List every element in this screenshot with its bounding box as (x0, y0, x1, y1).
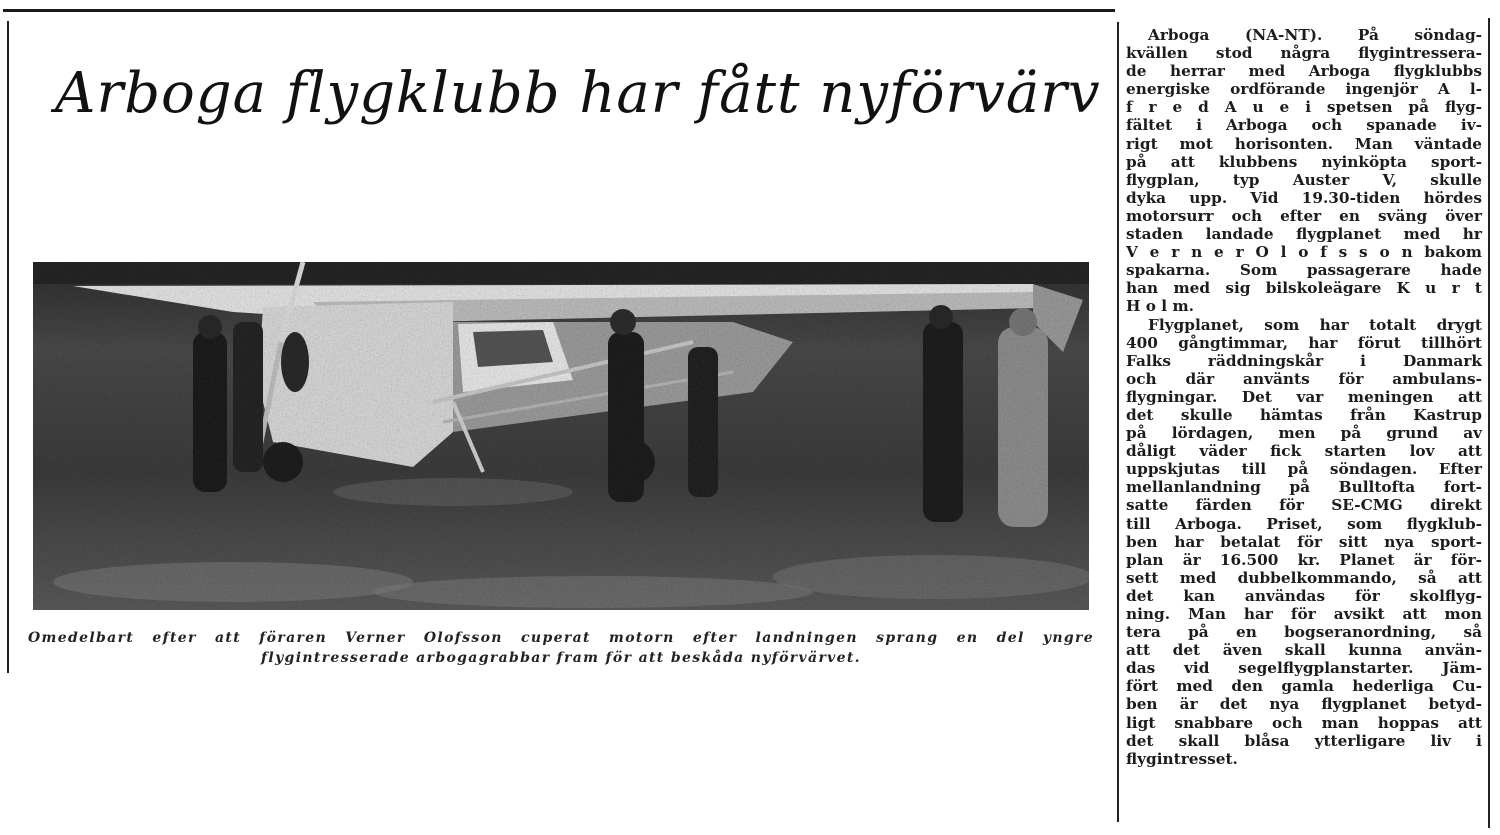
article-line: flygintresset. (1126, 749, 1238, 768)
article-line: kvällen stod några flygintressera- (1126, 44, 1482, 63)
article-line: det skall blåsa ytterligare liv i (1126, 731, 1482, 750)
article-line: och där använts för ambulans- (1126, 369, 1482, 388)
article-line: ligt snabbare och man hoppas att (1126, 713, 1482, 732)
article-line: ning. Man har för avsikt att mon (1126, 605, 1482, 623)
article-line: rigt mot horisonten. Man väntade (1126, 134, 1482, 153)
article-line: ben har betalat för sitt nya sport- (1126, 532, 1482, 551)
article-line: 400 gångtimmar, har förut tillhört (1126, 333, 1482, 352)
article-line: flygningar. Det var meningen att (1126, 387, 1482, 406)
article-line: satte färden för SE-CMG direkt (1126, 496, 1482, 515)
article-line: energiske ordförande ingenjör A l- (1126, 80, 1482, 99)
news-photo (33, 262, 1089, 610)
article-line: flygplan, typ Auster V, skulle (1126, 170, 1482, 189)
article-line: V e r n e r O l o f s s o n bakom (1126, 243, 1482, 262)
article-line: ben är det nya flygplanet betyd- (1126, 695, 1482, 714)
article-line: sett med dubbelkommando, så att (1126, 568, 1482, 587)
caption-line-1: Omedelbart efter att föraren Verner Olofsson cuperat motorn efter landningen sprang en del yngre (28, 630, 1094, 646)
article-line: dåligt väder fick starten lov att (1126, 442, 1482, 461)
article-line: dyka upp. Vid 19.30-tiden hördes (1126, 188, 1482, 207)
article-column-rule-right (1488, 18, 1490, 828)
airplane-photo-icon (33, 262, 1089, 610)
article-line: spakarna. Som passagerare hade (1126, 261, 1482, 280)
article-line: uppskjutas till på söndagen. Efter (1126, 460, 1482, 479)
article-line: att det även skall kunna använ- (1126, 641, 1482, 660)
article-line: H o l m. (1126, 297, 1194, 316)
article-line: tera på en bogseranordning, så (1126, 623, 1482, 642)
headline: Arboga flygklubb har fått nyförvärv (55, 60, 1101, 126)
article-paragraph-1 (1126, 26, 1482, 316)
article-line: det skulle hämtas från Kastrup (1126, 405, 1482, 424)
article-line: de herrar med Arboga flygklubbs (1126, 62, 1482, 81)
caption-line-2: flygintresserade arbogagrabbar fram för att beskåda nyförvärvet. (261, 650, 861, 666)
article-line: han med sig bilskoleägare K u r t (1126, 279, 1482, 298)
article-line: das vid segelflygplanstarter. Jäm- (1126, 659, 1482, 678)
article-line: staden landade flygplanet med hr (1126, 225, 1482, 244)
article-column-rule-left (1117, 22, 1119, 822)
article-line: f r e d A u e i spetsen på flyg- (1126, 98, 1482, 117)
left-column-rule (7, 21, 9, 673)
article-line: på att klubbens nyinköpta sport- (1126, 152, 1482, 171)
top-rule (3, 9, 1115, 12)
article-line: Flygplanet, som har totalt drygt (1148, 315, 1482, 334)
article-line: plan är 16.500 kr. Planet är för- (1126, 550, 1482, 569)
article-line: på lördagen, men på grund av (1126, 424, 1482, 443)
article-line: till Arboga. Priset, som flygklub- (1126, 514, 1482, 533)
article-line: fört med den gamla hederliga Cu- (1126, 677, 1482, 696)
article-line: det kan användas för skolflyg- (1126, 586, 1482, 605)
article-line: fältet i Arboga och spanade iv- (1126, 116, 1482, 135)
article-paragraph-2 (1126, 316, 1482, 768)
article-line: Falks räddningskår i Danmark (1126, 351, 1482, 370)
photo-caption (28, 628, 1094, 668)
article-line: motorsurr och efter en sväng över (1126, 206, 1482, 225)
article-line: mellanlandning på Bulltofta fort- (1126, 478, 1482, 497)
article-line: Arboga (NA-NT). På söndag- (1148, 26, 1482, 44)
article-body (1126, 26, 1482, 768)
